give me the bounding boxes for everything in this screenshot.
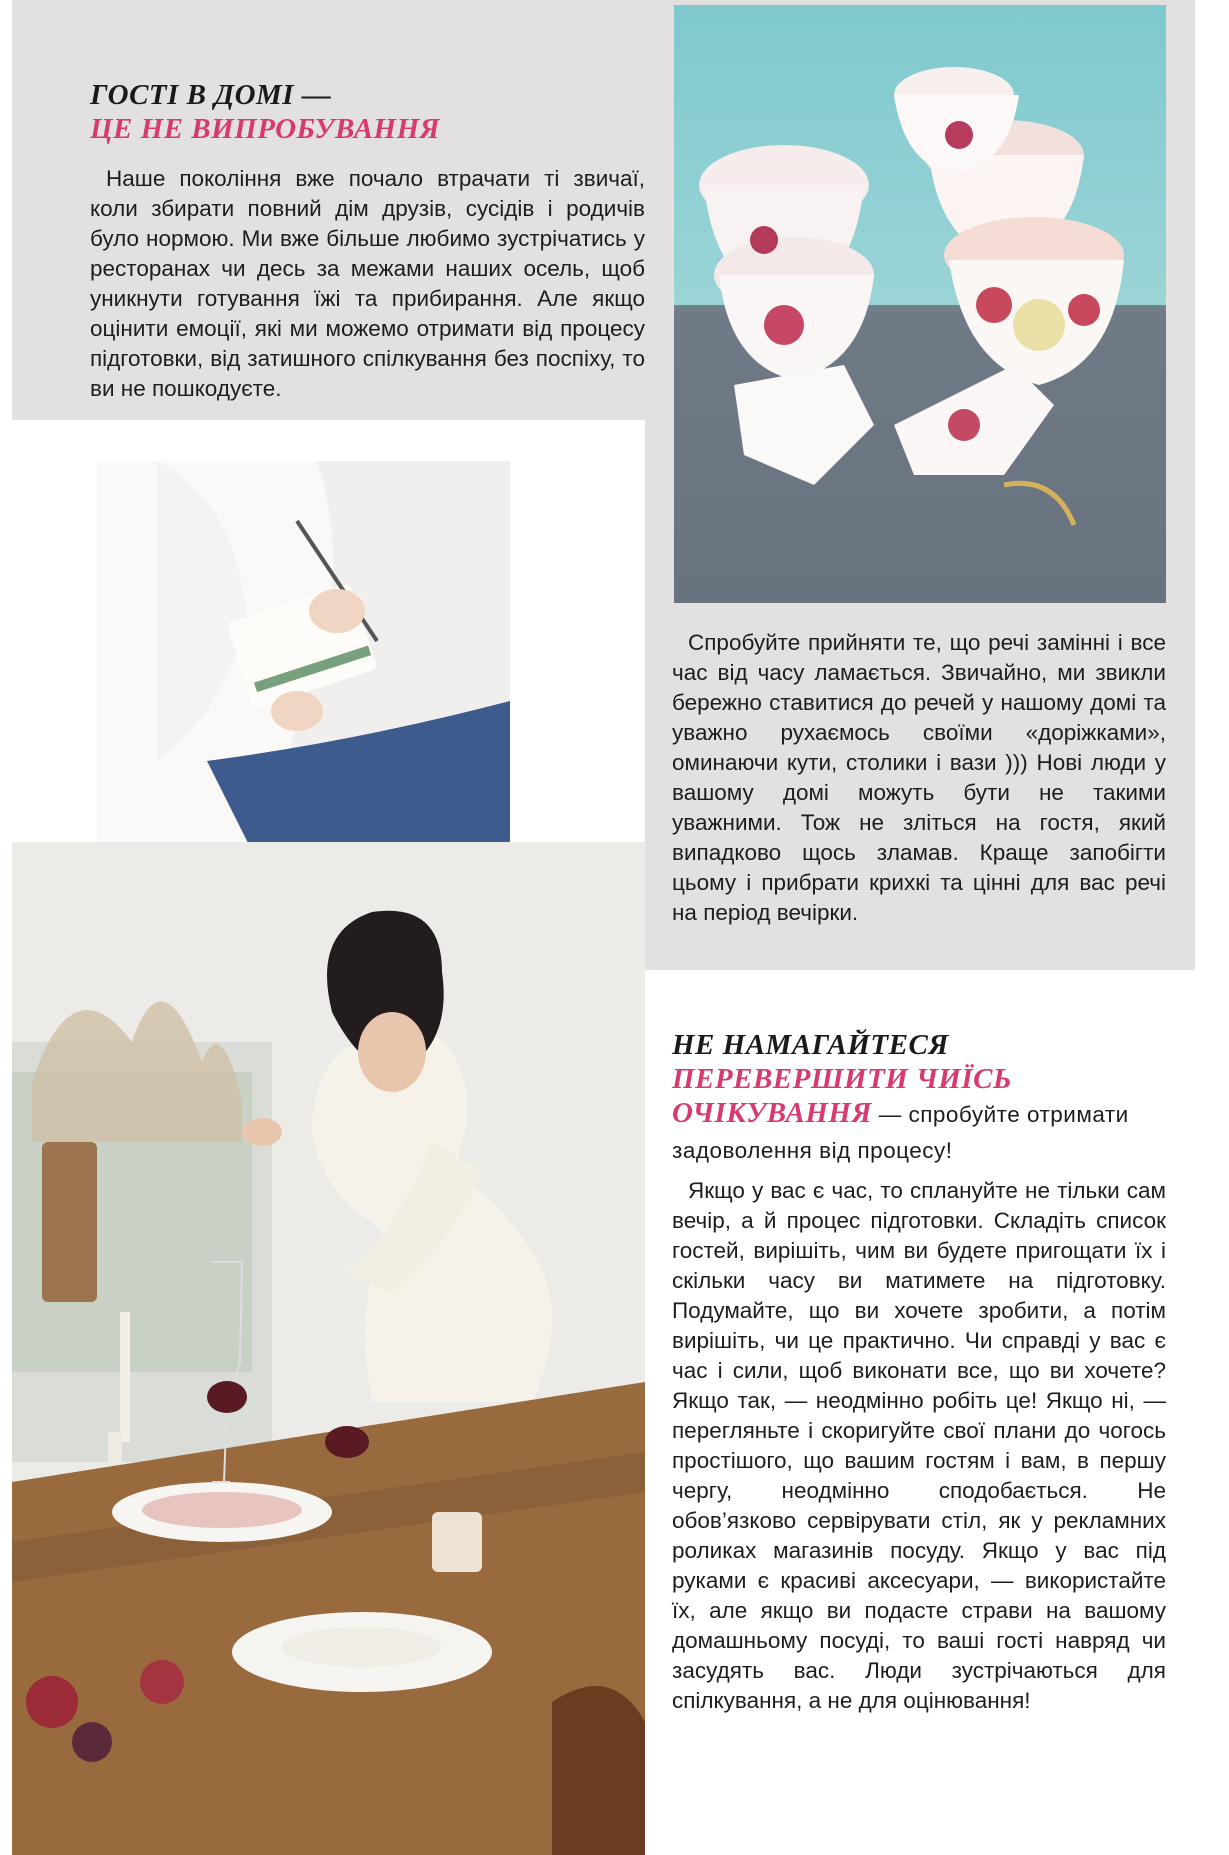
broken-teacups-photo [674,5,1166,603]
section3-heading [672,1028,1182,1168]
section3-title-line2: ПЕРЕВЕРШИТИ ЧИЇСЬ [672,1063,1012,1095]
section2-paragraph-text: Спробуйте прийняти те, що речі замінні і все час від часу ламається. Звичайно, ми звикли бережно ставитися до речей у нашому домі та уважно рухаємось своїми «доріжками», оминаючи кути, столики і вази ))) Нові люди у вашому домі можуть бути не такими уважними. Тож не зліться на гостя, який випадково щось зламав. Краще запобігти цьому і прибрати крихкі та цінні для вас речі на період вечірки. [672,630,1166,925]
section1-paragraph [90,164,645,404]
section1-title-line1: ГОСТІ В ДОМІ — [90,79,332,111]
section3-title-line3: ОЧІКУВАННЯ [672,1097,872,1129]
section3-paragraph [672,1176,1166,1716]
section1-paragraph-text: Наше покоління вже почало втрачати ті звичаї, коли збирати повний дім друзів, сусідів і родичів було нормою. Ми вже більше любимо зустрічатись у ресторанах чи десь за межами наших осель, щоб уникнути готування їжі та прибирання. Але якщо оцінити емоції, які ми можемо отримати від процесу підготовки, від затишного спілкування без поспіху, то ви не пошкодуєте. [90,166,645,401]
section1-title-line2: ЦЕ НЕ ВИПРОБУВАННЯ [90,113,441,145]
woman-setting-table-photo [12,842,645,1855]
section3-paragraph-text: Якщо у вас є час, то сплануйте не тільки сам вечір, а й процес підготовки. Складіть список гостей, вирішіть, чим ви будете пригощати їх і скільки часу ви матимете на підготовку. Подумайте, що ви хочете зробити, а потім вирішіть, чи це практично. Чи справді у вас є час і сили, щоб виконати все, що ви хочете? Якщо так, — неодмінно робіть це! Якщо ні, — перегляньте і скоригуйте свої плани до чогось простішого, що вашим гостям і вам, в першу чергу, неодмінно сподобається. Не обов’язково сервірувати стіл, як у рекламних роликах магазинів посуду. Якщо у вас під руками є красиві аксесуари, — використайте їх, але якщо ви подасте страви на вашому домашньому посуді, то ваші гості навряд чи засудять вас. Люди зустрічаються для спілкування, а не для оцінювання! [672,1178,1166,1713]
section3-title-line1: НЕ НАМАГАЙТЕСЯ [672,1029,949,1061]
section3-title-line3-wrap [672,1096,1182,1168]
section1-heading [90,78,650,146]
section2-paragraph [672,628,1166,928]
section3-subtitle: — спробуйте отримати задоволення від процесу! [672,1102,1129,1163]
